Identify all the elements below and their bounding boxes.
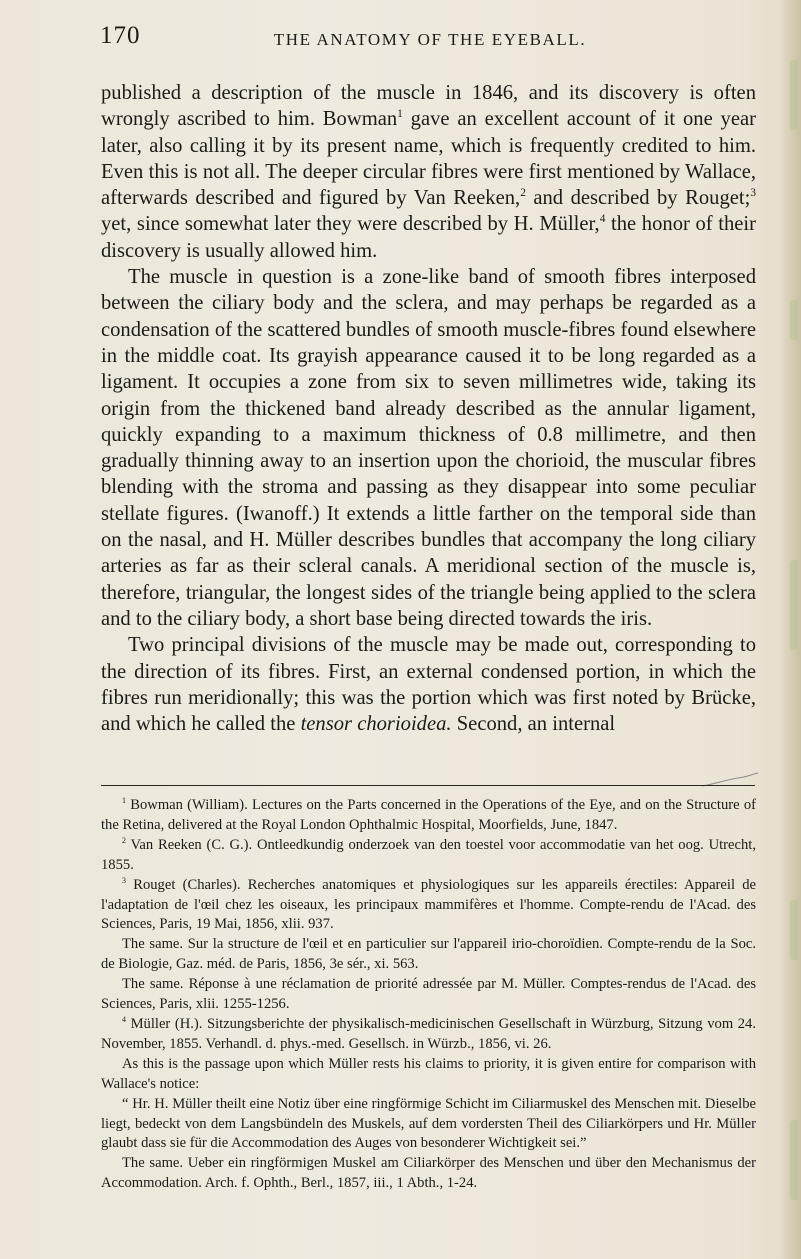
- edge-stain: [790, 900, 798, 960]
- footnote-ref-4: 4: [599, 213, 606, 226]
- footnote-ref-3: 3: [750, 187, 756, 200]
- page-number: 170: [100, 22, 141, 49]
- footnote-3-same-2: The same. Réponse à une réclamation de priorité adressée par M. Müller. Comptes-rendus de l'Acad. des Sciences, Paris, xlii. 1255-1256.: [101, 976, 756, 1013]
- paragraph-1: published a description of the muscle in 1846, and its discovery is often wrongly ascribed to him. Bowman$^1$ gave an excellent account of it one year later, also calling it by its present name, which is frequently credited to him. Even this is not all. The deeper circular fibres were first mentioned by Wallace, afterwards described and figured by Van Reeken,$^2$ and described by Rouget;$^3$ yet, since somewhat later they were described by H. Müller,$^4$ the honor of their discovery is usually allowed him.: [101, 82, 756, 262]
- edge-stain: [790, 300, 798, 340]
- footnote-ref-1: 1: [397, 108, 403, 121]
- running-head: [100, 22, 760, 58]
- emphasis-term: tensor chorioidea.: [300, 713, 452, 736]
- footnote-4-same: The same. Ueber ein ringförmigen Muskel am Ciliarkörper des Menschen und über den Mechanismus der Accommodation. Arch. f. Ophth., Berl., 1857, iii., 1 Abth., 1-24.: [101, 1155, 756, 1192]
- edge-stain: [790, 60, 798, 130]
- footnotes: [101, 796, 756, 1194]
- footnote-1: $^1$ Bowman (William). Lectures on the Parts concerned in the Operations of the Eye, and on the Structure of the Retina, delivered at the Royal London Ophthalmic Hospital, Moorfields, June, 1847.: [101, 796, 756, 833]
- paragraph-3: Two principal divisions of the muscle may be made out, corresponding to the direction of its fibres. First, an external condensed portion, in which the fibres run meridionally; this was the portion which was first noted by Brücke, and which he called the tensor chorioidea. Second, an internal: [101, 634, 756, 736]
- footnote-3: $^3$ Rouget (Charles). Recherches anatomiques et physiologiques sur les appareils érectiles: Appareil de l'adaptation de l'œil chez les oiseaux, les principaux mammifères et l'homme. Compte-rendu de l'Acad. des Sciences, Paris, 19 Mai, 1856, xlii. 937.: [101, 875, 756, 933]
- footnote-ref-2: 2: [520, 187, 526, 200]
- paragraph-2: The muscle in question is a zone-like band of smooth fibres interposed between the ciliary body and the sclera, and may perhaps be regarded as a condensation of the scattered bundles of smooth muscle-fibres found elsewhere in the middle coat. Its grayish appearance caused it to be long regarded as a ligament. It occupies a zone from six to seven millimetres wide, taking its origin from the thickened band already described as the annular ligament, quickly expanding to a maximum thickness of 0.8 millimetre, and then gradually thinning away to an insertion upon the chorioid, the muscular fibres blending with the stroma and passing as they disappear into some peculiar stellate figures. (Iwanoff.) It extends a little farther on the temporal side than on the nasal, and H. Müller describes bundles that accompany the long ciliary arteries as far as their scleral canals. A meridional section of the muscle is, therefore, triangular, the longest sides of the triangle being applied to the sclera and to the ciliary body, a short base being directed towards the iris.: [101, 266, 756, 630]
- page-edge: [779, 0, 801, 1259]
- footnote-4-note: As this is the passage upon which Müller rests his claims to priority, it is given entire for comparison with Wallace's notice:: [101, 1055, 756, 1092]
- body-text: [101, 80, 756, 737]
- footnote-divider: [101, 785, 755, 786]
- pencil-mark: [700, 770, 760, 790]
- running-title: THE ANATOMY OF THE EYEBALL.: [273, 30, 587, 49]
- edge-stain: [790, 560, 798, 650]
- edge-stain: [790, 1120, 798, 1200]
- footnote-2: $^2$ Van Reeken (C. G.). Ontleedkundig onderzoek van den toestel voor accommodatie van het oog. Utrecht, 1855.: [101, 835, 756, 873]
- footnote-4: $^4$ Müller (H.). Sitzungsberichte der physikalisch-medicinischen Gesellschaft in Würzburg, Sitzung vom 24. November, 1855. Verhandl. d. phys.-med. Gesellsch. in Würzb., 1856, vi. 26.: [101, 1015, 756, 1052]
- footnote-4-quote: “ Hr. H. Müller theilt eine Notiz über eine ringförmige Schicht im Ciliarmuskel des Menschen mit. Dieselbe liegt, bedeckt von dem Langsbündeln des Muskels, auf dem vordersten Theil des Ciliarkörpers und Hr. Müller glaubt dass sie für die Accommodation des Auges von besonderer Wichtigkeit sei.”: [101, 1095, 756, 1152]
- footnote-3-same-1: The same. Sur la structure de l'œil et en particulier sur l'appareil irio-choroïdien. Compte-rendu de la Soc. de Biologie, Gaz. méd. de Paris, 1856, 3e sér., xi. 563.: [101, 936, 756, 973]
